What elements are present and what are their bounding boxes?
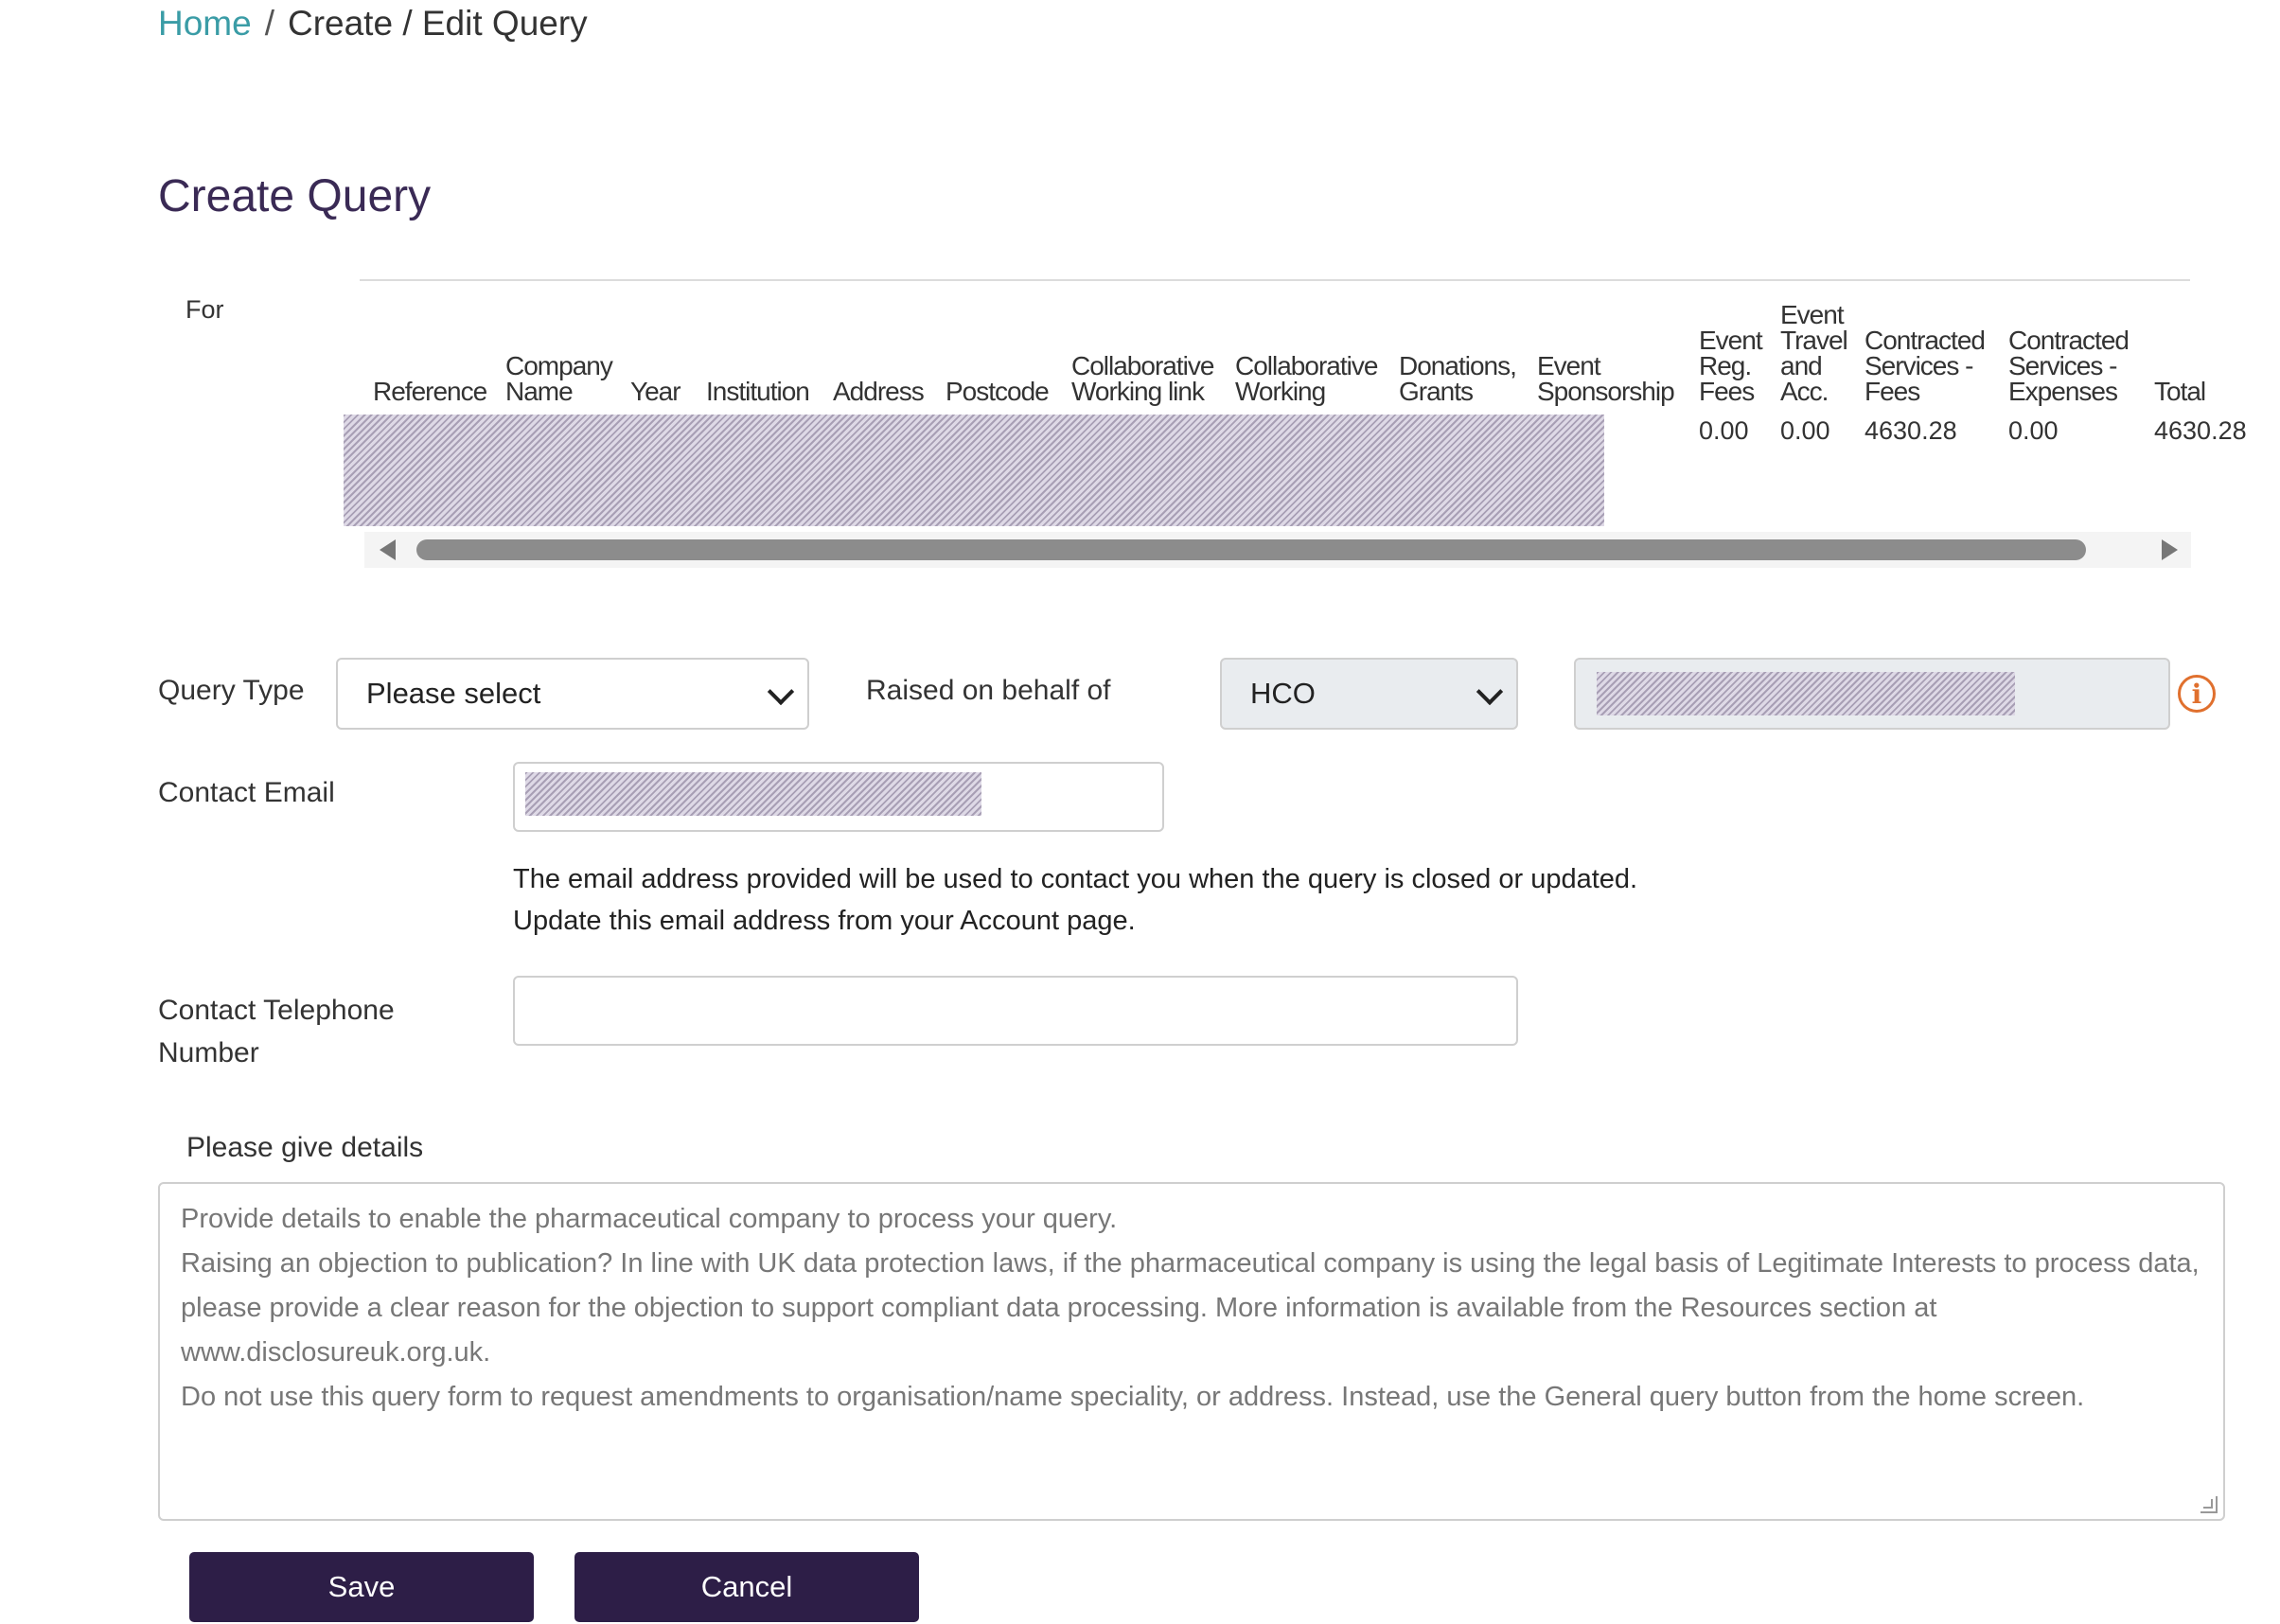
col-year: Year <box>630 377 680 406</box>
page-title: Create Query <box>158 171 432 221</box>
raised-on-behalf-value: HCO <box>1250 677 1316 710</box>
col-donations-grants: Donations, Grants <box>1399 351 1516 406</box>
col-company-name: Company Name <box>505 351 612 406</box>
redacted-row-cells <box>344 415 1604 526</box>
col-event-reg-fees: Event Reg. Fees <box>1699 326 1762 406</box>
breadcrumb-separator: / <box>264 4 274 43</box>
chevron-down-icon <box>1476 679 1503 705</box>
col-postcode: Postcode <box>946 377 1049 406</box>
col-collaborative-working: Collaborative Working <box>1235 351 1378 406</box>
info-icon[interactable]: i <box>2178 675 2216 713</box>
col-contracted-expenses: Contracted Services - Expenses <box>2008 326 2129 406</box>
contact-email-label: Contact Email <box>158 777 335 808</box>
email-help-text: The email address provided will be used to contact you when the query is closed or updated. <box>513 864 1638 894</box>
col-contracted-fees: Contracted Services - Fees <box>1865 326 1985 406</box>
cell-event-travel: 0.00 <box>1780 416 1830 445</box>
scroll-left-arrow-icon[interactable] <box>380 539 396 560</box>
cell-total: 4630.28 <box>2154 416 2247 445</box>
scroll-right-arrow-icon[interactable] <box>2162 539 2178 560</box>
cell-contracted-fees: 4630.28 <box>1865 416 1957 445</box>
raised-on-behalf-label: Raised on behalf of <box>866 675 1111 706</box>
redacted-organisation-name <box>1597 672 2015 715</box>
redacted-email-value <box>525 772 981 816</box>
col-address: Address <box>833 377 924 406</box>
contact-telephone-input[interactable] <box>513 976 1518 1046</box>
cell-event-reg-fees: 0.00 <box>1699 416 1749 445</box>
query-type-label: Query Type <box>158 675 305 706</box>
scrollbar-thumb[interactable] <box>416 539 2086 560</box>
chevron-down-icon <box>768 679 794 705</box>
table-header <box>360 279 2206 406</box>
email-account-help-text: Update this email address from your Account page. <box>513 906 1136 936</box>
query-type-select[interactable] <box>336 658 809 730</box>
col-total: Total <box>2154 377 2206 406</box>
details-placeholder-line-3: Do not use this query form to request amendments to organisation/name speciality, or address. Instead, use the General query button from the home screen. <box>181 1382 2085 1412</box>
col-collaborative-working-link: Collaborative Working link <box>1071 351 1214 406</box>
save-button[interactable]: Save <box>189 1552 534 1622</box>
col-event-travel: Event Travel and Acc. <box>1780 300 1847 406</box>
contact-email-field[interactable] <box>513 762 1164 832</box>
details-placeholder-line-1: Provide details to enable the pharmaceutical company to process your query. <box>181 1204 1118 1234</box>
col-reference: Reference <box>373 377 487 406</box>
organisation-name-field <box>1574 658 2170 730</box>
breadcrumb <box>158 4 588 44</box>
contact-telephone-label: Contact Telephone Number <box>158 995 395 1068</box>
breadcrumb-home-link[interactable]: Home <box>158 4 252 43</box>
details-label: Please give details <box>186 1132 424 1163</box>
breadcrumb-current: Create / Edit Query <box>287 4 588 43</box>
col-institution: Institution <box>706 377 809 406</box>
col-event-sponsorship: Event Sponsorship <box>1537 351 1674 406</box>
for-label: For <box>186 295 224 324</box>
cell-contracted-expenses: 0.00 <box>2008 416 2059 445</box>
details-textarea[interactable] <box>158 1182 2225 1521</box>
cancel-button[interactable]: Cancel <box>574 1552 919 1622</box>
details-placeholder-line-2: Raising an objection to publication? In line with UK data protection laws, if the pharmaceutical company is using the legal basis of Legitimate Interests to process data, please provide a clear reason for the objection to support compliant data processing. More information is available from the Resources section at www.disclosureuk.org.uk. <box>181 1248 2200 1368</box>
query-type-value: Please select <box>366 677 541 710</box>
resize-handle-icon[interactable] <box>2200 1496 2218 1513</box>
raised-on-behalf-select[interactable] <box>1220 658 1518 730</box>
